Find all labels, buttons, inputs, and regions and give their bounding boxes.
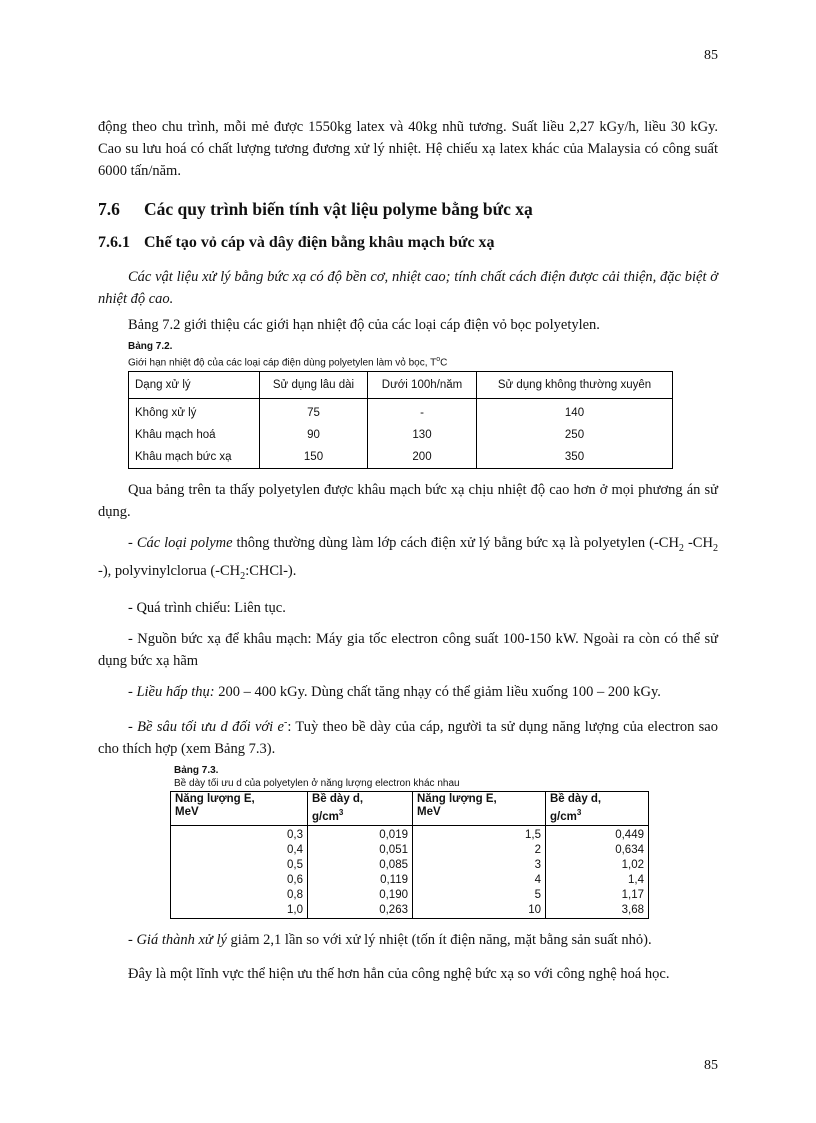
- depth-italic: - Bề sâu tối ưu d đối với e: [128, 718, 284, 735]
- table-cell: 10: [413, 903, 546, 919]
- polyme-sub3: 2: [240, 571, 246, 583]
- section-title: Các quy trình biến tính vật liệu polyme bằng bức xạ: [144, 199, 533, 219]
- paragraph-process: - Quá trình chiếu: Liên tục.: [128, 600, 286, 617]
- table2-caption-text: Bề dày tối ưu d của polyetylen ở năng lượng electron khác nhau: [174, 777, 460, 789]
- paragraph-depth: [98, 712, 718, 760]
- polyme-text: thông thường dùng làm lớp cách điện xử lý bằng bức xạ là polyetylen (-CH: [232, 535, 679, 552]
- depth-sup: -: [283, 717, 288, 729]
- paragraph-polyme: [98, 532, 718, 588]
- paragraph-source: - Nguồn bức xạ để khâu mạch: Máy gia tốc electron công suất 100-150 kW. Ngoài ra còn có thể sử dụng bức xạ hãm: [98, 631, 718, 670]
- table-cell: 3,68: [546, 903, 649, 919]
- intro-paragraph: động theo chu trình, mỗi mẻ được 1550kg latex và 40kg nhũ tương. Suất liều 2,27 kGy/h, liều 30 kGy. Cao su lưu hoá có chất lượng tương đương xử lý nhiệt. Hệ chiếu xạ latex khác của Malaysia có công suất 6000 tấn/năm.: [98, 119, 718, 179]
- table-cell: 0,449: [546, 825, 649, 843]
- paragraph-cost: [98, 929, 718, 951]
- page-body: [98, 116, 718, 985]
- table2-header-row: [171, 791, 649, 825]
- dose-text: 200 – 400 kGy. Dùng chất tăng nhạy có thể giảm liều xuống 100 – 200 kGy.: [214, 684, 661, 701]
- table1-header-row: [129, 372, 673, 399]
- table1-header: Sử dụng lâu dài: [260, 372, 368, 399]
- table1-header: Dạng xử lý: [129, 372, 260, 399]
- table1-header: Dưới 100h/năm: [368, 372, 477, 399]
- paragraph-dose: [98, 681, 718, 703]
- table-cell: 0,019: [308, 825, 413, 843]
- table-cell: 350: [477, 446, 673, 469]
- table-cell: 0,4: [171, 843, 308, 858]
- table-row: [129, 424, 673, 446]
- table-cell: 140: [477, 399, 673, 425]
- subsection-title: Chế tạo vỏ cáp và dây điện bằng khâu mạch bức xạ: [144, 234, 495, 251]
- table-cell: 1,02: [546, 858, 649, 873]
- table2-header: Bề dày d, $g/cm^3$: [546, 791, 649, 825]
- table-cell: 0,051: [308, 843, 413, 858]
- table2-header: Năng lượng E, MeV: [413, 791, 546, 825]
- table-row: [129, 446, 673, 469]
- table-cell: 1,17: [546, 888, 649, 903]
- table-cell: 0,190: [308, 888, 413, 903]
- italic-paragraph-text: Các vật liệu xử lý bằng bức xạ có độ bền cơ, nhiệt cao; tính chất cách điện được cải thiện, đặc biệt ở nhiệt độ cao.: [98, 269, 718, 307]
- table-row: [171, 858, 649, 873]
- polyme-mid2: -), polyvinylclorua (-CH: [98, 563, 241, 580]
- page-number-top: 85: [704, 48, 718, 63]
- table-cell: 3: [413, 858, 546, 873]
- table-row: [171, 903, 649, 919]
- table-cell: 0,634: [546, 843, 649, 858]
- cost-italic: - Giá thành xử lý: [128, 931, 227, 948]
- table1-caption-unit: C: [440, 357, 448, 369]
- table2-header: Bề dày d, $g/cm^3$: [308, 791, 413, 825]
- table-cell: 5: [413, 888, 546, 903]
- polyme-italic: Các loại polyme: [136, 535, 233, 552]
- table-cell: 0,5: [171, 858, 308, 873]
- table-cell: 0,6: [171, 873, 308, 888]
- table-cell: 1,4: [546, 873, 649, 888]
- subsection-heading: [98, 232, 718, 254]
- table-cell: Khâu mạch bức xạ: [129, 446, 260, 469]
- table-cell: Không xử lý: [129, 399, 260, 425]
- table-row: [129, 399, 673, 425]
- table-cell: 0,3: [171, 825, 308, 843]
- table-cell: Khâu mạch hoá: [129, 424, 260, 446]
- table-cell: 0,8: [171, 888, 308, 903]
- table-cell: 200: [368, 446, 477, 469]
- table1-label: Bảng 7.2.: [128, 341, 173, 352]
- table-cell: -: [368, 399, 477, 425]
- table-optimal-thickness: [170, 791, 649, 919]
- table-cell: 0,085: [308, 858, 413, 873]
- table-cell: 250: [477, 424, 673, 446]
- table-temperature-limits: [128, 371, 673, 469]
- polyme-end: :CHCl-).: [245, 563, 297, 580]
- table-row: [171, 825, 649, 843]
- cost-text: giảm 2,1 lần so với xử lý nhiệt (tốn ít điện năng, mặt bằng sản suất nhỏ).: [226, 931, 652, 948]
- table-cell: 1,5: [413, 825, 546, 843]
- table2-caption: [174, 764, 718, 790]
- table-cell: 150: [260, 446, 368, 469]
- paragraph-final: Đây là một lĩnh vực thể hiện ưu thế hơn hẳn của công nghệ bức xạ so với công nghệ hoá học.: [128, 965, 670, 982]
- table1-intro: Bảng 7.2 giới thiệu các giới hạn nhiệt độ của các loại cáp điện vỏ bọc polyetylen.: [128, 317, 600, 333]
- table-cell: 4: [413, 873, 546, 888]
- paragraph-after-table1: Qua bảng trên ta thấy polyetylen được khâu mạch bức xạ chịu nhiệt độ cao hơn ở mọi phương án sử dụng.: [98, 482, 718, 521]
- polyme-sub2: 2: [712, 543, 718, 555]
- table-cell: 75: [260, 399, 368, 425]
- polyme-mid: -CH: [683, 535, 713, 552]
- polyme-sub1: 2: [678, 543, 684, 555]
- section-number: 7.6: [98, 199, 120, 219]
- table-row: [171, 873, 649, 888]
- table-cell: 90: [260, 424, 368, 446]
- table-cell: 0,119: [308, 873, 413, 888]
- subsection-number: 7.6.1: [98, 234, 130, 251]
- table1-header: Sử dụng không thường xuyên: [477, 372, 673, 399]
- table2-label: Bảng 7.3.: [174, 764, 219, 776]
- polyme-dash: -: [128, 535, 137, 552]
- table1-caption-sup: o: [436, 356, 441, 363]
- table-cell: 1,0: [171, 903, 308, 919]
- depth-text: : Tuỳ theo bề dày của cáp, người ta sử dụng năng lượng của electron sao cho thích hợp (xem Bảng 7.3).: [98, 718, 718, 757]
- table-row: [171, 888, 649, 903]
- page-number-bottom: 85: [704, 1058, 718, 1073]
- table1-caption: [128, 340, 718, 369]
- table1-caption-text: Giới hạn nhiệt độ của các loại cáp điện dùng polyetylen làm vỏ bọc, T: [128, 357, 437, 369]
- table-row: [171, 843, 649, 858]
- table2-header: Năng lượng E, MeV: [171, 791, 308, 825]
- table-cell: 0,263: [308, 903, 413, 919]
- table-cell: 130: [368, 424, 477, 446]
- table-cell: 2: [413, 843, 546, 858]
- section-heading: [98, 198, 718, 220]
- italic-paragraph: [98, 266, 718, 310]
- dose-italic: - Liều hấp thụ:: [128, 684, 215, 701]
